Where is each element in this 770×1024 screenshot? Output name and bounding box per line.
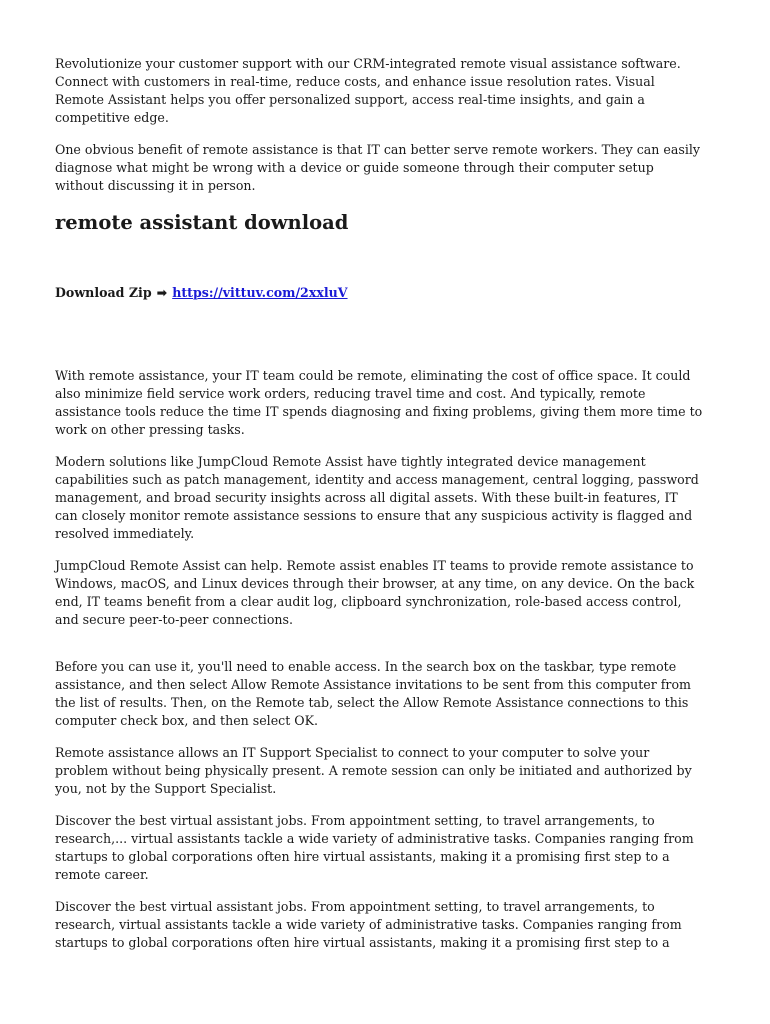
text-line: also minimize field service work orders, reducing travel time and cost. And typically, remote: [55, 386, 646, 401]
text-line: Remote assistance allows an IT Support Specialist to connect to your computer to solve your: [55, 745, 650, 760]
body-paragraph: [55, 898, 745, 952]
text-line: startups to global corporations often hire virtual assistants, making it a promising first step to a: [55, 935, 670, 950]
text-line: Discover the best virtual assistant jobs. From appointment setting, to travel arrangements, to: [55, 899, 655, 914]
text-line: and secure peer-to-peer connections.: [55, 612, 293, 627]
text-line: Remote Assistant helps you offer personalized support, access real-time insights, and gain a: [55, 92, 645, 107]
text-line: competitive edge.: [55, 110, 169, 125]
text-line: work on other pressing tasks.: [55, 422, 245, 437]
text-line: diagnose what might be wrong with a device or guide someone through their computer setup: [55, 160, 654, 175]
body-paragraph: [55, 658, 745, 730]
text-line: the list of results. Then, on the Remote tab, select the Allow Remote Assistance connections to this: [55, 695, 689, 710]
text-line: capabilities such as patch management, identity and access management, central logging, password: [55, 472, 699, 487]
text-line: Before you can use it, you'll need to enable access. In the search box on the taskbar, type remote: [55, 659, 677, 674]
text-line: computer check box, and then select OK.: [55, 713, 319, 728]
text-line: management, and broad security insights across all digital assets. With these built-in features, IT: [55, 490, 678, 505]
text-line: research, virtual assistants tackle a wide variety of administrative tasks. Companies ranging from: [55, 917, 682, 932]
body-paragraph: [55, 812, 745, 884]
text-line: Modern solutions like JumpCloud Remote Assist have tightly integrated device management: [55, 454, 646, 469]
download-label: Download Zip: [55, 285, 152, 300]
text-line: without discussing it in person.: [55, 178, 256, 193]
text-line: Revolutionize your customer support with our CRM-integrated remote visual assistance software.: [55, 56, 681, 71]
text-line: Connect with customers in real-time, reduce costs, and enhance issue resolution rates. Visual: [55, 74, 655, 89]
text-line: remote career.: [55, 867, 149, 882]
intro-paragraph: [55, 55, 745, 127]
text-line: you, not by the Support Specialist.: [55, 781, 277, 796]
page-heading: remote assistant download: [55, 211, 349, 234]
download-link[interactable]: https://vittuv.com/2xxluV: [172, 285, 348, 300]
body-paragraph: [55, 744, 745, 798]
body-paragraph: [55, 557, 745, 629]
download-line: [55, 284, 745, 302]
text-line: assistance tools reduce the time IT spends diagnosing and fixing problems, giving them more time to: [55, 404, 703, 419]
body-paragraph: [55, 367, 745, 439]
body-paragraph: [55, 453, 745, 543]
text-line: startups to global corporations often hire virtual assistants, making it a promising first step to a: [55, 849, 670, 864]
text-line: assistance, and then select Allow Remote Assistance invitations to be sent from this computer from: [55, 677, 691, 692]
text-line: research,... virtual assistants tackle a wide variety of administrative tasks. Companies ranging from: [55, 831, 694, 846]
arrow-right-icon: ➡: [156, 285, 168, 300]
text-line: can closely monitor remote assistance sessions to ensure that any suspicious activity is flagged and: [55, 508, 693, 523]
text-line: Discover the best virtual assistant jobs. From appointment setting, to travel arrangements, to: [55, 813, 655, 828]
text-line: JumpCloud Remote Assist can help. Remote assist enables IT teams to provide remote assistance to: [55, 558, 694, 573]
text-line: Windows, macOS, and Linux devices through their browser, at any time, on any device. On the back: [55, 576, 695, 591]
text-line: One obvious benefit of remote assistance is that IT can better serve remote workers. They can easily: [55, 142, 700, 157]
text-line: resolved immediately.: [55, 526, 195, 541]
intro-paragraph: [55, 141, 745, 195]
text-line: problem without being physically present. A remote session can only be initiated and authorized by: [55, 763, 692, 778]
text-line: end, IT teams benefit from a clear audit log, clipboard synchronization, role-based access control,: [55, 594, 682, 609]
text-line: With remote assistance, your IT team could be remote, eliminating the cost of office space. It could: [55, 368, 691, 383]
